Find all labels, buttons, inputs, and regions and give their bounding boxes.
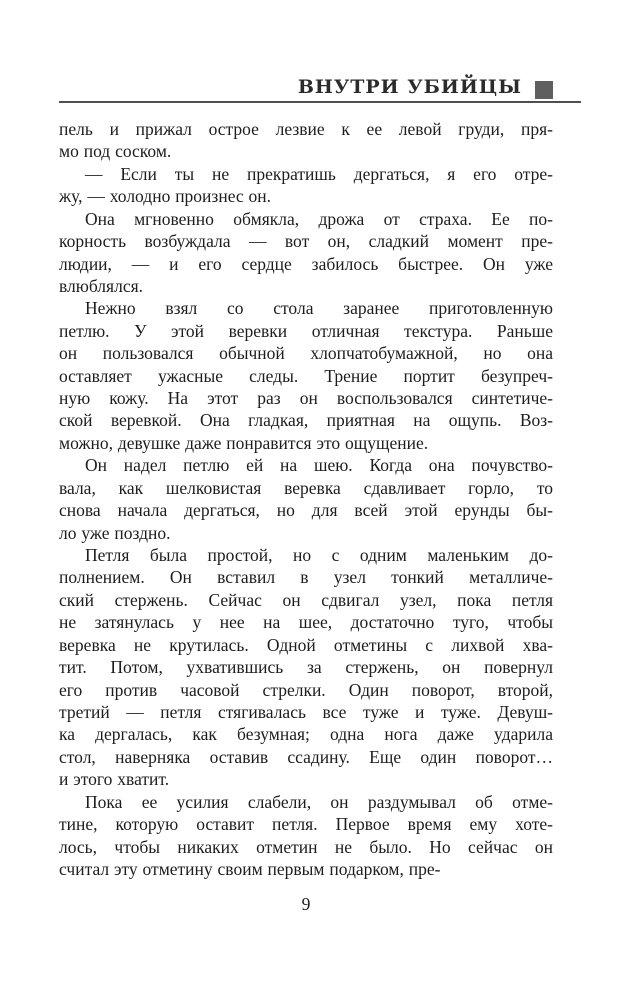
text-line: и этого хватит. [59, 769, 170, 790]
text-line: Она мгновенно обмякла, дрожа от страха. Ее по- [85, 208, 553, 229]
text-line: ский стержень. Сейчас он сдвигал узел, пока петля [59, 589, 553, 610]
text-line: Пока ее усилия слабели, он раздумывал об отме- [85, 791, 553, 812]
page-footer [59, 893, 553, 915]
text-line: веревка не крутилась. Одной отметины с лихвой хва- [59, 634, 553, 655]
text-line: третий — петля стягивалась все туже и туже. Девуш- [59, 701, 553, 722]
text-line: он пользовался обычной хлопчатобумажной, но она [59, 343, 553, 364]
page-body [59, 118, 553, 880]
text-line: стол, наверняка оставив ссадину. Еще один поворот… [59, 746, 553, 767]
text-line: Петля была простой, но с одним маленьким до- [85, 545, 553, 566]
running-title: ВНУТРИ УБИЙЦЫ [297, 76, 522, 98]
text-line: можно, девушке даже понравится это ощущение. [59, 432, 429, 453]
text-line: — Если ты не прекратишь дергаться, я его отре- [85, 163, 553, 184]
text-line: Он надел петлю ей на шею. Когда она почувство- [85, 455, 553, 476]
text-line: ную кожу. На этот раз он воспользовался синтетиче- [59, 388, 553, 409]
text-line: тит. Потом, ухватившись за стержень, он повернул [59, 657, 553, 678]
text-line: корность возбуждала — вот он, сладкий момент пре- [59, 231, 553, 252]
text-line: влюблялся. [59, 275, 144, 296]
text-line: ской веревкой. Она гладкая, приятная на ощупь. Воз- [59, 410, 553, 431]
running-header [59, 70, 581, 103]
text-line: считал эту отметину своим первым подарком, пре- [59, 858, 441, 879]
text-line: оставляет ужасные следы. Трение портит безупреч- [59, 365, 553, 386]
text-line: ка дергалась, как безумная; одна нога даже ударила [59, 724, 553, 745]
text-line: мо под соском. [59, 141, 172, 162]
text-line: жу, — холодно произнес он. [59, 186, 272, 207]
text-line: тине, которую оставит петля. Первое время ему хоте- [59, 814, 553, 835]
text-line: пель и прижал острое лезвие к ее левой груди, пря- [59, 119, 553, 139]
text-line: вала, как шелковистая веревка сдавливает горло, то [59, 477, 553, 498]
text-line: людии, — и его сердце забилось быстрее. Он уже [59, 253, 553, 274]
text-line: ло уже поздно. [59, 522, 171, 543]
text-line: лось, чтобы никаких отметин не было. Но сейчас он [59, 836, 553, 857]
text-line: его против часовой стрелки. Один поворот, второй, [59, 679, 553, 700]
text-line: Нежно взял со стола заранее приготовленную [85, 298, 553, 319]
text-line: петлю. У этой веревки отличная текстура. Раньше [59, 320, 553, 341]
text-line: снова начала дергаться, но для всей этой ерунды бы- [59, 500, 553, 521]
text-line: полнением. Он вставил в узел тонкий металличе- [59, 567, 553, 588]
text-line: не затянулась у нее на шее, достаточно туго, чтобы [59, 612, 553, 633]
chapter-marker-icon [535, 81, 553, 99]
page-number: 9 [301, 894, 311, 914]
